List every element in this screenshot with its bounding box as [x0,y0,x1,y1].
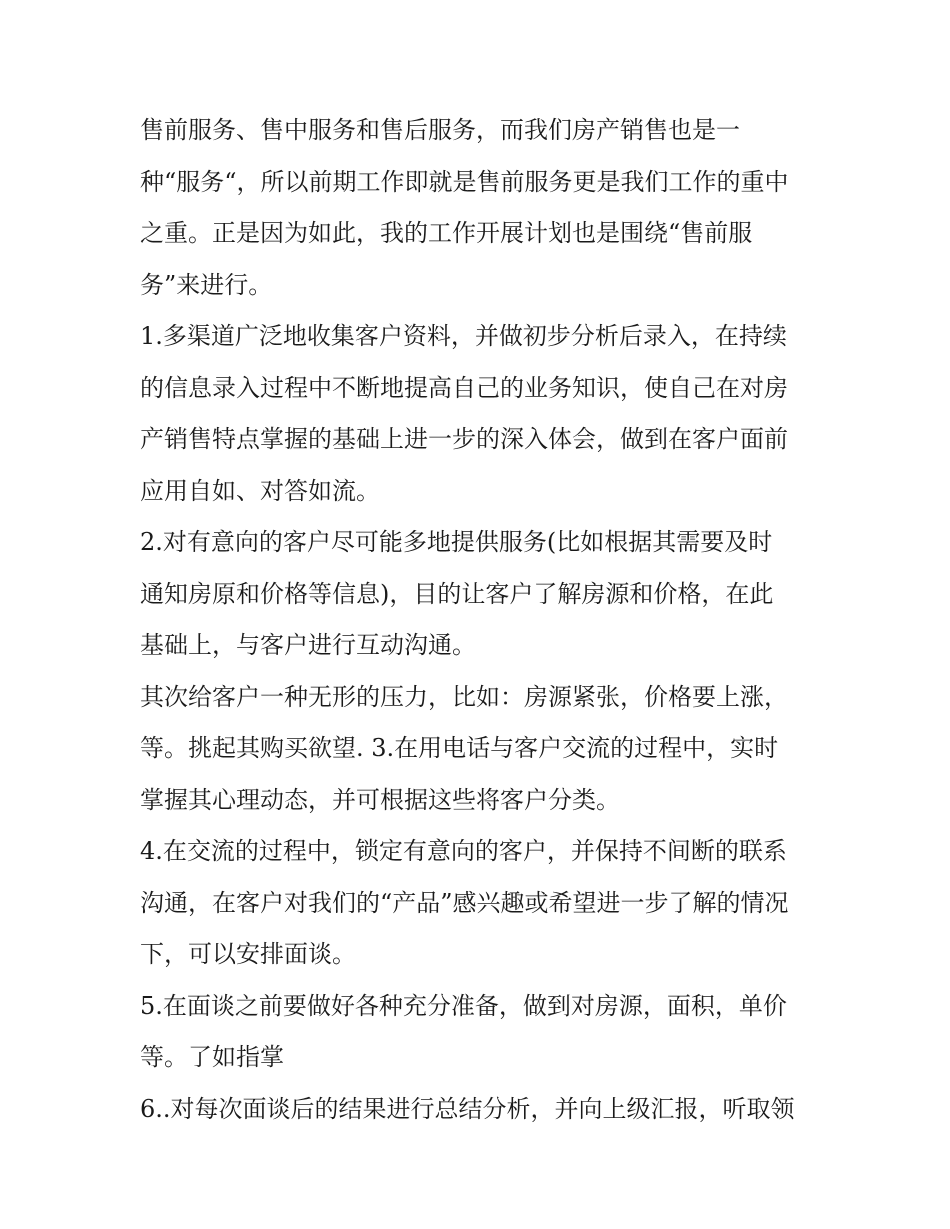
text-line: 6..对每次面谈后的结果进行总结分析，并向上级汇报，听取领 [140,1094,795,1123]
text-line: 种“服务“，所以前期工作即就是售前服务更是我们工作的重中 [140,167,789,196]
text-line: 2.对有意向的客户尽可能多地提供服务(比如根据其需要及时 [140,528,773,556]
text-line: 售前服务、售中服务和售后服务，而我们房产销售也是一 [140,116,740,144]
text-line: 沟通，在客户对我们的“产品”感兴趣或希望进一步了解的情况 [140,888,789,917]
text-line: 基础上，与客户进行互动沟通。 [140,631,476,659]
text-line: 等。了如指掌 [140,1043,284,1071]
text-line: 之重。正是因为如此，我的工作开展计划也是围绕“售前服 [140,219,753,247]
text-line: 应用自如、对答如流。 [140,476,380,505]
text-line: 5.在面谈之前要做好各种充分准备，做到对房源，面积，单价 [140,991,787,1020]
text-line: 4.在交流的过程中，锁定有意向的客户，并保持不间断的联系 [140,837,787,865]
text-line: 等。挑起其购买欲望. 3.在用电话与客户交流的过程中，实时 [140,734,779,762]
document-page [140,109,820,1139]
text-line: 1.多渠道广泛地收集客户资料，并做初步分析后录入，在持续 [140,322,787,350]
text-line: 通知房原和价格等信息)，目的让客户了解房源和价格，在此 [140,579,774,608]
text-line: 务”来进行。 [140,270,273,299]
text-line: 掌握其心理动态，并可根据这些将客户分类。 [140,785,620,814]
text-line: 的信息录入过程中不断地提高自己的业务知识，使自己在对房 [140,373,788,402]
text-line: 下，可以安排面谈。 [140,940,356,968]
text-line: 其次给客户一种无形的压力，比如：房源紧张，价格要上涨， [140,682,788,711]
text-line: 产销售特点掌握的基础上进一步的深入体会，做到在客户面前 [140,425,788,453]
